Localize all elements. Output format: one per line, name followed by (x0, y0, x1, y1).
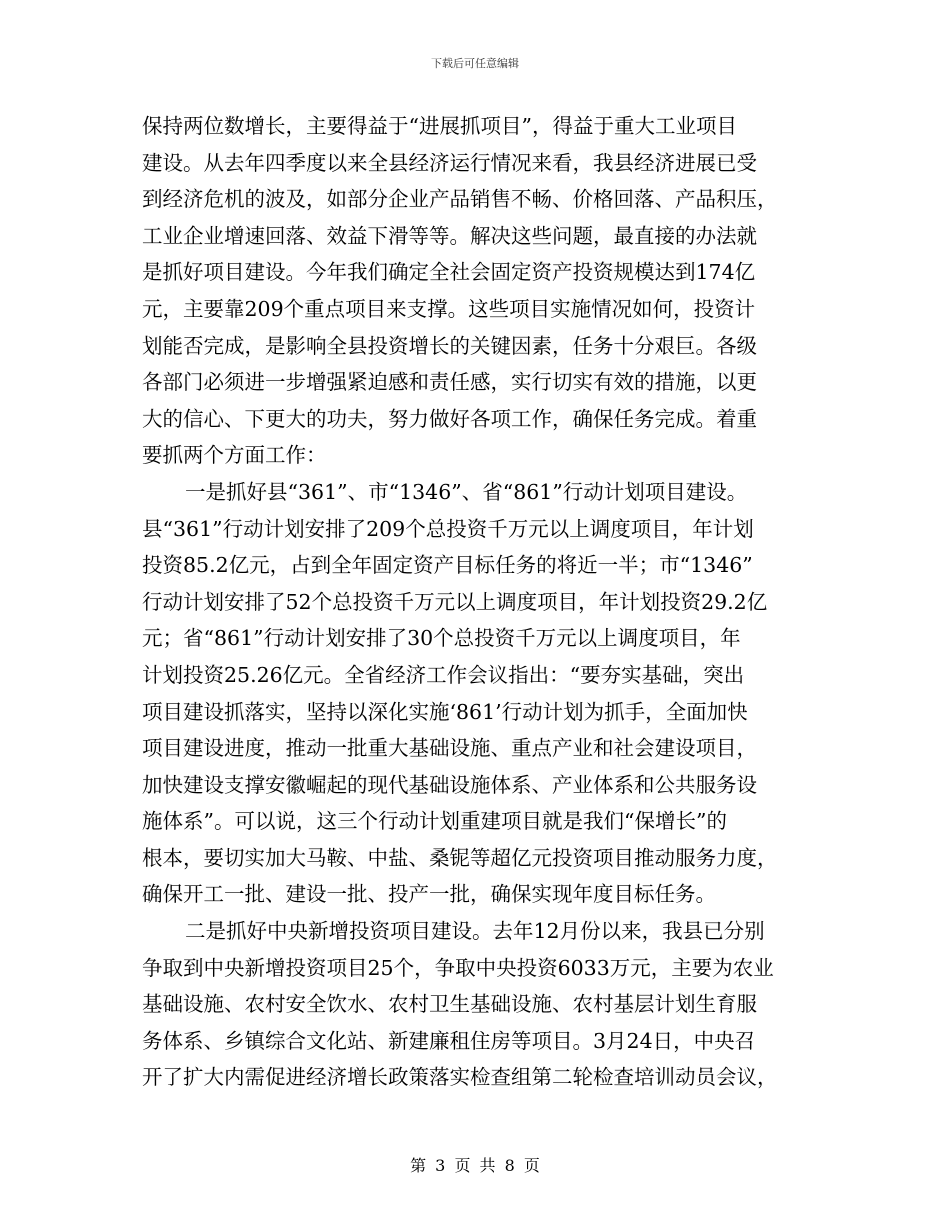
text-line: 投资85.2亿元，占到全年固定资产目标任务的将近一半；市“1346” (142, 553, 753, 578)
text-line: 项目建设抓落实，坚持以深化实施‘861’行动计划为抓手，全面加快 (142, 699, 748, 724)
document-body (142, 108, 810, 1096)
text-line: 计划投资25.26亿元。全省经济工作会议指出：“要夯实基础，突出 (142, 662, 745, 687)
text-line: 到经济危机的波及，如部分企业产品销售不畅、价格回落、产品积压， (142, 187, 778, 212)
text-line: 务体系、乡镇综合文化站、新建廉租住房等项目。3月24日，中央召 (142, 1028, 756, 1053)
text-line: 加快建设支撑安徽崛起的现代基础设施体系、产业体系和公共服务设 (142, 772, 757, 797)
paragraph-first-line: 二是抓好中央新增投资项目建设。去年12月份以来，我县已分别 (185, 919, 765, 944)
text-line: 基础设施、农村安全饮水、农村卫生基础设施、农村基层计划生育服 (142, 992, 757, 1017)
text-line: 项目建设进度，推动一批重大基础设施、重点产业和社会建设项目， (142, 736, 757, 761)
text-line: 确保开工一批、建设一批、投产一批，确保实现年度目标任务。 (142, 882, 716, 907)
text-line: 县“361”行动计划安排了209个总投资千万元以上调度项目，年计划 (142, 516, 754, 541)
paragraph-first-line: 一是抓好县“361”、市“1346”、省“861”行动计划项目建设。 (185, 479, 748, 504)
text-line: 争取到中央新增投资项目25个，争取中央投资6033万元，主要为农业 (142, 955, 774, 980)
text-line: 要抓两个方面工作： (142, 443, 327, 468)
text-line: 保持两位数增长，主要得益于“进展抓项目”，得益于重大工业项目 (142, 114, 737, 138)
text-line: 元，主要靠209个重点项目来支撑。这些项目实施情况如何，投资计 (142, 296, 756, 321)
text-line: 元；省“861”行动计划安排了30个总投资千万元以上调度项目，年 (142, 626, 741, 651)
text-line: 工业企业增速回落、效益下滑等等。解决这些问题，最直接的办法就 (142, 223, 757, 248)
text-line: 行动计划安排了52个总投资千万元以上调度项目，年计划投资29.2亿 (142, 589, 768, 614)
text-line: 各部门必须进一步增强紧迫感和责任感，实行切实有效的措施，以更 (142, 370, 757, 395)
text-line: 施体系”。可以说，这三个行动计划重建项目就是我们“保增长”的 (142, 809, 727, 834)
text-line: 划能否完成，是影响全县投资增长的关键因素，任务十分艰巨。各级 (142, 333, 757, 358)
text-line: 根本，要切实加大马鞍、中盐、桑铌等超亿元投资项目推动服务力度， (142, 845, 778, 870)
text-line: 建设。从去年四季度以来全县经济运行情况来看，我县经济进展已受 (142, 150, 757, 175)
page-footer: 第 3 页 共 8 页 (410, 1156, 540, 1175)
text-line: 大的信心、下更大的功夫，努力做好各项工作，确保任务完成。着重 (142, 406, 757, 431)
text-line: 是抓好项目建设。今年我们确定全社会固定资产投资规模达到174亿 (142, 260, 756, 285)
text-line: 开了扩大内需促进经济增长政策落实检查组第二轮检查培训动员会议， (142, 1065, 778, 1090)
page-header: 下载后可任意编辑 (431, 57, 519, 70)
